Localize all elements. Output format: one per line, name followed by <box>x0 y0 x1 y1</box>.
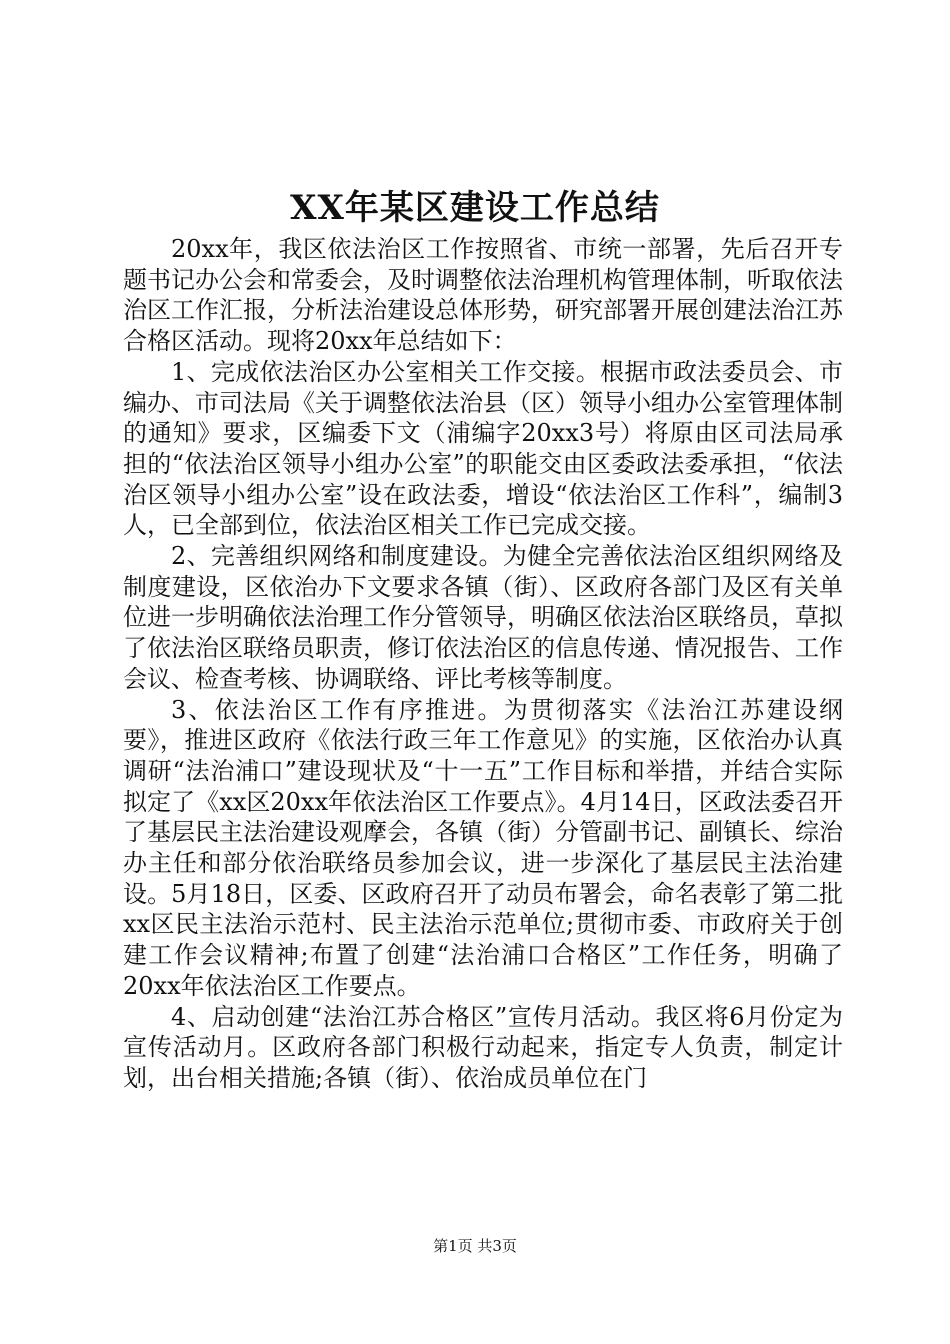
paragraph-item-1: 1、完成依法治区办公室相关工作交接。根据市政法委员会、市编办、市司法局《关于调整依法治县（区）领导小组办公室管理体制的通知》要求，区编委下文（浦编字20xx3号）将原由区司法局承担的“依法治区领导小组办公室”的职能交由区委政法委承担，“依法治区领导小组办公室”设在政法委，增设“依法治区工作科”，编制3人，已全部到位，依法治区相关工作已完成交接。 <box>123 357 843 540</box>
page-footer: 第1页 共3页 <box>433 1237 517 1255</box>
paragraph-item-3: 3、依法治区工作有序推进。为贯彻落实《法治江苏建设纲要》，推进区政府《依法行政三年工作意见》的实施，区依治办认真调研“法治浦口”建设现状及“十一五”工作目标和举措，并结合实际拟定了《xx区20xx年依法治区工作要点》。4月14日，区政法委召开了基层民主法治建设观摩会，各镇（街）分管副书记、副镇长、综治办主任和部分依治联络员参加会议，进一步深化了基层民主法治建设。5月18日，区委、区政府召开了动员布署会，命名表彰了第二批xx区民主法治示范村、民主法治示范单位;贯彻市委、市政府关于创建工作会议精神;布置了创建“法治浦口合格区”工作任务，明确了20xx年依法治区工作要点。 <box>123 695 843 1000</box>
paragraph-intro: 20xx年，我区依法治区工作按照省、市统一部署，先后召开专题书记办公会和常委会，及时调整依法治理机构管理体制，听取依法治区工作汇报，分析法治建设总体形势，研究部署开展创建法治江苏合格区活动。现将20xx年总结如下： <box>123 235 843 356</box>
document-body <box>123 234 843 1094</box>
document-title: XX年某区建设工作总结 <box>290 188 660 228</box>
paragraph-item-4: 4、启动创建“法治江苏合格区”宣传月活动。我区将6月份定为宣传活动月。区政府各部门积极行动起来，指定专人负责，制定计划，出台相关措施;各镇（街）、依治成员单位在门 <box>123 1002 843 1092</box>
paragraph-item-2: 2、完善组织网络和制度建设。为健全完善依法治区组织网络及制度建设，区依治办下文要求各镇（街）、区政府各部门及区有关单位进一步明确依法治理工作分管领导，明确区依法治区联络员，草拟了依法治区联络员职责，修订依法治区的信息传递、情况报告、工作会议、检查考核、协调联络、评比考核等制度。 <box>123 542 843 693</box>
